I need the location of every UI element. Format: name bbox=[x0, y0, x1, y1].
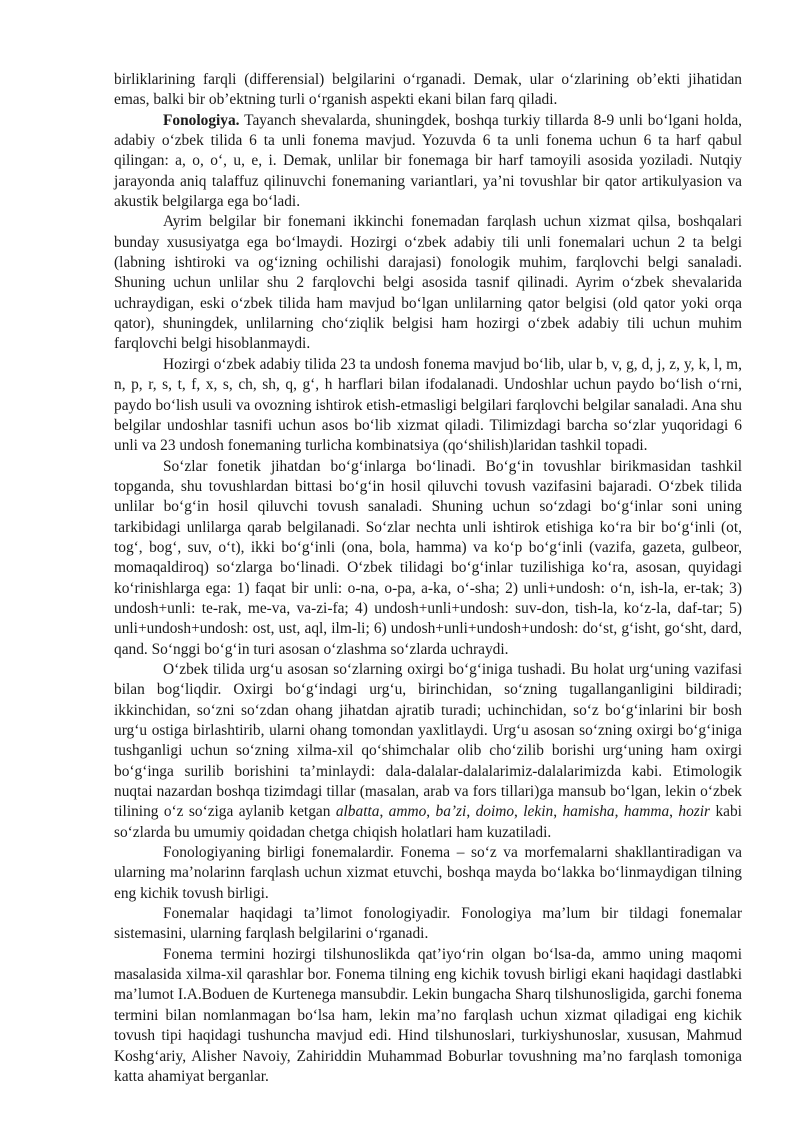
text-run: , bbox=[553, 803, 563, 821]
italic-term: hamma bbox=[623, 803, 670, 821]
text-run: , bbox=[514, 803, 524, 821]
paragraph-fonologiya bbox=[114, 111, 742, 213]
paragraph-phonology-definition bbox=[114, 904, 742, 945]
paragraph-distinctive-features bbox=[114, 212, 742, 354]
italic-term: hamisha bbox=[562, 803, 615, 821]
italic-term: lekin bbox=[523, 803, 554, 821]
text-run: Tayanch shevalarda, shuningdek, boshqa turkiy tillarda 8-9 unli bo‘lgani holda, adabiy o‘zbek tilida 6 ta unli fonema mavjud. Yozuvda 6 ta unli fonema uchun 6 ta harf qabul qilingan: a, o, o‘, u, e, i. Demak, unlilar bir fonemaga bir harf tamoyili asosida yoziladi. Nutqiy jarayonda aniq talaffuz qilinuvchi fonemaning variantlari, ya’ni tovushlar bir qator artikulyasion va akustik belgilarga ega bo‘ladi. bbox=[114, 111, 742, 211]
italic-term: albatta bbox=[335, 803, 380, 821]
text-run: Fonologiyaning birligi fonemalardir. Fonema – so‘z va morfemalarni shakllantiradigan va ularning ma’nolarinn farqlash uchun xizmat etuvchi, boshqa mayda bo‘lakka bo‘linmaydigan tilning eng kichik tovush birligi. bbox=[114, 844, 742, 902]
paragraph-phoneme-definition bbox=[114, 843, 742, 904]
text-run: birliklarining farqli (differensial) belgilarini o‘rganadi. Demak, ular o‘zlarining ob’ekti jihatidan emas, balki bir ob’ektning turli o‘rganish aspekti ekani bilan farq qiladi. bbox=[114, 71, 742, 109]
paragraph-intro-continuation bbox=[114, 70, 742, 111]
italic-term: ba’zi bbox=[435, 803, 467, 821]
italic-term: doimo bbox=[475, 803, 515, 821]
text-run: , bbox=[614, 803, 624, 821]
paragraph-syllables bbox=[114, 457, 742, 660]
text-run: , bbox=[426, 803, 436, 821]
paragraph-phoneme-history bbox=[114, 945, 742, 1087]
text-run: , bbox=[379, 803, 389, 821]
text-run: Ayrim belgilar bir fonemani ikkinchi fonemadan farqlash uchun xizmat qilsa, boshqalari bunday xususiyatga ega bo‘lmaydi. Hozirgi o‘zbek adabiy tili unli fonemalari uchun 2 ta belgi (labning ishtiroki va og‘izning ochilishi darajasi) fonologik muhim, farqlovchi belgi sanaladi. Shuning uchun unlilar shu 2 farqlovchi belgi asosida tasnif qilinadi. Ayrim o‘zbek shevalarida uchraydigan, eski o‘zbek tilida ham mavjud bo‘lgan unlilarning qator belgisi (old qator yoki orqa qator), shuningdek, unlilarning cho‘ziqlik belgisi ham hozirgi o‘zbek adabiy tili uchun muhim farqlovchi belgi hisoblanmaydi. bbox=[114, 213, 742, 353]
section-heading: Fonologiya. bbox=[163, 111, 240, 129]
paragraph-consonant-phonemes bbox=[114, 355, 742, 457]
text-run: , bbox=[466, 803, 476, 821]
text-run: Fonemalar haqidagi ta’limot fonologiyadir. Fonologiya ma’lum bir tildagi fonemalar sistemasini, ularning farqlash belgilarini o‘rganadi. bbox=[114, 905, 742, 943]
text-run: kabi so‘zlarda bu umumiy qoidadan chetga chiqish holatlari ham kuzatiladi. bbox=[114, 803, 742, 841]
paragraph-stress bbox=[114, 660, 742, 843]
text-run: O‘zbek tilida urg‘u asosan so‘zlarning oxirgi bo‘g‘iniga tushadi. Bu holat urg‘uning vazifasi bilan bog‘liqdir. Oxirgi bo‘g‘indagi urg‘u, birinchidan, so‘zning tugallanganligini bildiradi; ikkinchidan, so‘zni so‘zdan ohang jihatdan ajratib turadi; uchinchidan, so‘z bo‘g‘inlarini bir bosh urg‘u ostiga birlashtirib, ularni ohang tomondan yaxlitlaydi. Urg‘u asosan so‘zning oxirgi bo‘g‘iniga tushganligi uchun so‘zning xilma-xil qo‘shimchalar olib cho‘zilib borishi urg‘uning ham oxirgi bo‘g‘inga surilib borishini ta’minlaydi: dala-dalalar-dalalarimiz-dalalarimizda kabi. Etimologik nuqtai nazardan boshqa tizimdagi tillar (masalan, arab va fors tillari)ga mansub bo‘lgan, lekin o‘zbek tilining o‘z so‘ziga aylanib ketgan bbox=[114, 660, 742, 821]
text-run: Fonema termini hozirgi tilshunoslikda qat’iyo‘rin olgan bo‘lsa-da, ammo uning maqomi masalasida xilma-xil qarashlar bor. Fonema tilning eng kichik tovush birligi ekani haqidagi dastlabki ma’lumot I.A.Boduen de Kurtenega mansubdir. Lekin bungacha Sharq tilshunosligida, garchi fonema termini bilan nomlanmagan bo‘lsa ham, lekin ma’no farqlash uchun xizmat qiladigai eng kichik tovush tipi haqidagi tushuncha mavjud edi. Hind tilshunoslari, turkiyshunoslar, xususan, Mahmud Koshg‘ariy, Alisher Navoiy, Zahiriddin Muhammad Boburlar tovushning ma’no farqlash tomoniga katta ahamiyat berganlar. bbox=[114, 945, 742, 1085]
text-run: , bbox=[669, 803, 679, 821]
italic-term: ammo bbox=[388, 803, 427, 821]
text-run: Hozirgi o‘zbek adabiy tilida 23 ta undosh fonema mavjud bo‘lib, ular b, v, g, d, j, z, y, k, l, m, n, p, r, s, t, f, x, s, ch, sh, q, g‘, h harflari bilan ifodalanadi. Undoshlar uchun paydo bo‘lish o‘rni, paydo bo‘lish usuli va ovozning ishtirok etish-etmasligi belgilari farqlovchi belgilar sanaladi. Ana shu belgilar undoshlar tasnifi uchun asos bo‘lib xizmat qiladi. Tilimizdagi barcha so‘zlar yuqoridagi 6 unli va 23 undosh fonemaning turlicha kombinatsiya (qo‘shilish)laridan tashkil topadi. bbox=[114, 355, 742, 455]
text-run: So‘zlar fonetik jihatdan bo‘g‘inlarga bo‘linadi. Bo‘g‘in tovushlar birikmasidan tashkil topganda, shu tovushlardan bittasi bo‘g‘in hosil qiluvchi tovush vazifasini bajaradi. O‘zbek tilida unlilar bo‘g‘in hosil qiluvchi tovush sanaladi. Shuning uchun so‘zdagi bo‘g‘inlar soni uning tarkibidagi unlilarga qarab belgilanadi. So‘zlar nechta unli ishtirok etishiga ko‘ra bir bo‘g‘inli (ot, tog‘, bog‘, suv, o‘t), ikki bo‘g‘inli (ona, bola, hamma) va ko‘p bo‘g‘inli (vazifa, gazeta, gulbeor, momaqaldiroq) so‘zlarga bo‘linadi. O‘zbek tilidagi bo‘g‘inlar tuzilishiga ko‘ra, asosan, quyidagi ko‘rinishlarga ega: 1) faqat bir unli: o-na, o-pa, a-ka, o‘-sha; 2) unli+undosh: o‘n, ish-la, er-tak; 3) undosh+unli: te-rak, me-va, va-zi-fa; 4) undosh+unli+undosh: suv-don, tish-la, ko‘z-la, daf-tar; 5) unli+undosh+undosh: ost, ust, aql, ilm-li; 6) undosh+unli+undosh+undosh: do‘st, g‘isht, go‘sht, dard, qand. So‘nggi bo‘g‘in turi asosan o‘zlashma so‘zlarda uchraydi. bbox=[114, 457, 742, 658]
italic-term: hozir bbox=[678, 803, 711, 821]
